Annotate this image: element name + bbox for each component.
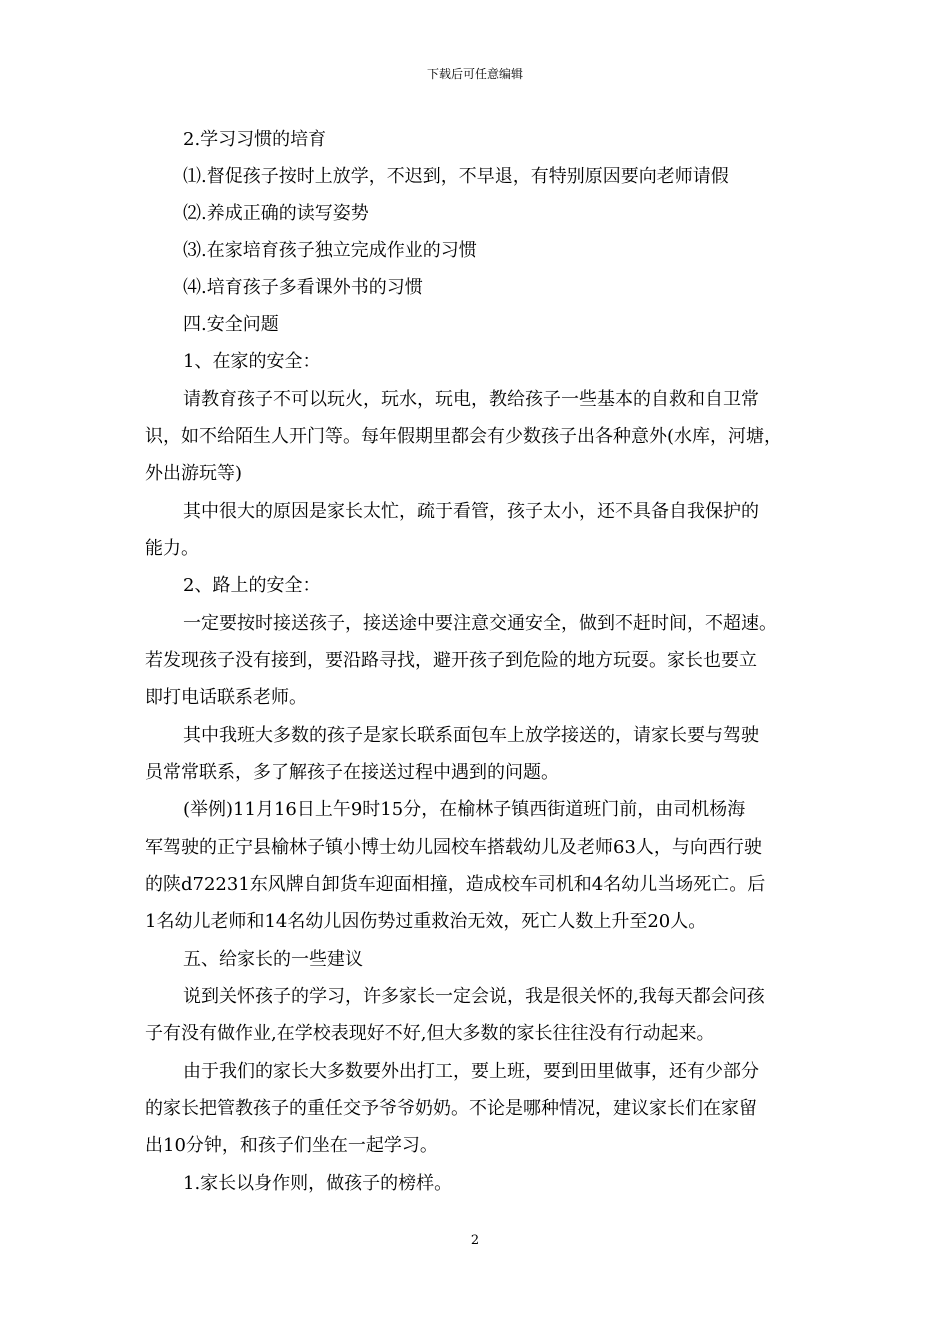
paragraph-line: (举例)11月16日上午9时15分，在榆林子镇西街道班门前，由司机杨海 bbox=[183, 799, 746, 820]
list-item: 1.家长以身作则，做孩子的榜样。 bbox=[183, 1173, 453, 1194]
paragraph-line: 外出游玩等) bbox=[145, 463, 243, 484]
paragraph-line: 即打电话联系老师。 bbox=[145, 687, 307, 708]
list-item: ⑶.在家培育孩子独立完成作业的习惯 bbox=[183, 240, 477, 261]
subsection-heading: 1、在家的安全： bbox=[183, 351, 321, 372]
subsection-heading: 2、路上的安全： bbox=[183, 575, 321, 596]
paragraph-line: 军驾驶的正宁县榆林子镇小博士幼儿园校车搭载幼儿及老师63人，与向西行驶 bbox=[145, 837, 762, 858]
paragraph-line: 其中很大的原因是家长太忙，疏于看管，孩子太小，还不具备自我保护的 bbox=[183, 501, 759, 522]
section-heading: 2.学习习惯的培育 bbox=[183, 129, 327, 150]
section-heading: 五、给家长的一些建议 bbox=[183, 949, 363, 970]
paragraph-line: 的陕d72231东风牌自卸货车迎面相撞，造成校车司机和4名幼儿当场死亡。后 bbox=[145, 874, 766, 895]
paragraph-line: 一定要按时接送孩子，接送途中要注意交通安全，做到不赶时间，不超速。 bbox=[183, 613, 777, 634]
paragraph-line: 说到关怀孩子的学习，许多家长一定会说，我是很关怀的,我每天都会问孩 bbox=[183, 986, 765, 1007]
paragraph-line: 识，如不给陌生人开门等。每年假期里都会有少数孩子出各种意外(水库，河塘， bbox=[145, 426, 783, 447]
list-item: ⑵.养成正确的读写姿势 bbox=[183, 203, 369, 224]
paragraph-line: 1名幼儿老师和14名幼儿因伤势过重救治无效，死亡人数上升至20人。 bbox=[145, 911, 707, 932]
page-number: 2 bbox=[470, 1233, 480, 1248]
paragraph-line: 能力。 bbox=[145, 538, 199, 559]
paragraph-line: 的家长把管教孩子的重任交予爷爷奶奶。不论是哪种情况，建议家长们在家留 bbox=[145, 1098, 757, 1119]
paragraph-line: 若发现孩子没有接到，要沿路寻找，避开孩子到危险的地方玩耍。家长也要立 bbox=[145, 650, 757, 671]
page-header: 下载后可任意编辑 bbox=[426, 67, 523, 81]
paragraph-line: 由于我们的家长大多数要外出打工，要上班，要到田里做事，还有少部分 bbox=[183, 1061, 759, 1082]
paragraph-line: 员常常联系，多了解孩子在接送过程中遇到的问题。 bbox=[145, 762, 559, 783]
paragraph-line: 其中我班大多数的孩子是家长联系面包车上放学接送的，请家长要与驾驶 bbox=[183, 725, 759, 746]
paragraph-line: 子有没有做作业,在学校表现好不好,但大多数的家长往往没有行动起来。 bbox=[145, 1023, 715, 1044]
section-heading: 四.安全问题 bbox=[183, 314, 279, 335]
list-item: ⑷.培育孩子多看课外书的习惯 bbox=[183, 277, 423, 298]
paragraph-line: 出10分钟，和孩子们坐在一起学习。 bbox=[145, 1135, 438, 1156]
paragraph-line: 请教育孩子不可以玩火，玩水，玩电，教给孩子一些基本的自救和自卫常 bbox=[183, 389, 759, 410]
list-item: ⑴.督促孩子按时上放学，不迟到，不早退，有特别原因要向老师请假 bbox=[183, 166, 729, 187]
